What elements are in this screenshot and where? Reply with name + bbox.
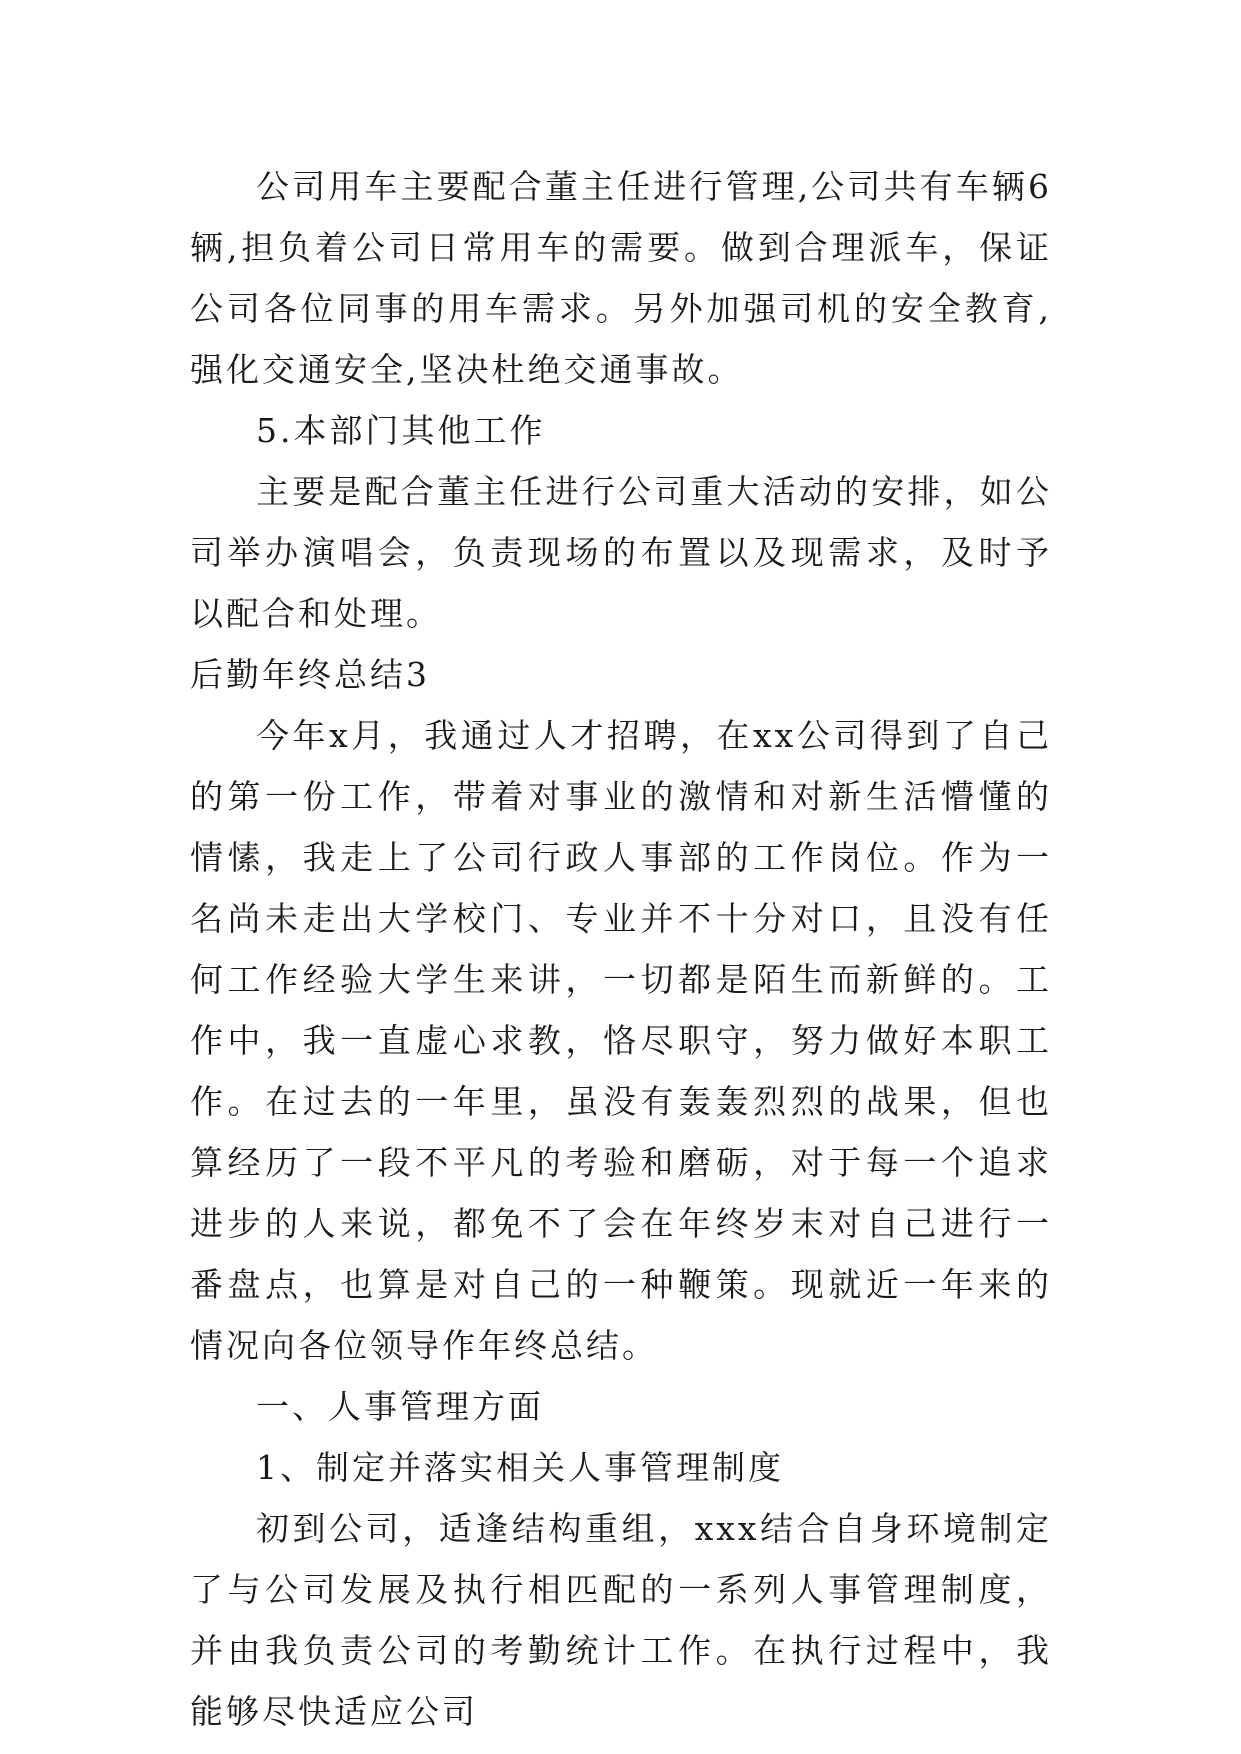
- paragraph-vehicle-management: 公司用车主要配合董主任进行管理,公司共有车辆6辆,担负着公司日常用车的需要。做到合理派车，保证公司各位同事的用车需求。另外加强司机的安全教育,强化交通安全,坚决杜绝交通事故。: [190, 167, 1052, 389]
- paragraph-other-work: 主要是配合董主任进行公司重大活动的安排，如公司举办演唱会，负责现场的布置以及现需求，及时予以配合和处理。: [190, 472, 1052, 633]
- paragraph-personnel-rules: 初到公司，适逢结构重组，xxx结合自身环境制定了与公司发展及执行相匹配的一系列人事管理制度，并由我负责公司的考勤统计工作。在执行过程中，我能够尽快适应公司: [190, 1509, 1052, 1731]
- section-title-summary-3: 后勤年终总结3: [190, 655, 430, 694]
- document-body: [190, 156, 1052, 1742]
- subheading-personnel-rules: 1、制定并落实相关人事管理制度: [256, 1448, 784, 1487]
- heading-personnel-management: 一、人事管理方面: [256, 1387, 544, 1426]
- paragraph-introduction: 今年x月，我通过人才招聘，在xx公司得到了自己的第一份工作，带着对事业的激情和对新生活懵懂的情愫，我走上了公司行政人事部的工作岗位。作为一名尚未走出大学校门、专业并不十分对口，且没有任何工作经验大学生来讲，一切都是陌生而新鲜的。工作中，我一直虚心求教，恪尽职守，努力做好本职工作。在过去的一年里，虽没有轰轰烈烈的战果，但也算经历了一段不平凡的考验和磨砺，对于每一个追求进步的人来说，都免不了会在年终岁末对自己进行一番盘点，也算是对自己的一种鞭策。现就近一年来的情况向各位领导作年终总结。: [190, 716, 1052, 1365]
- heading-other-work: 5.本部门其他工作: [256, 411, 546, 450]
